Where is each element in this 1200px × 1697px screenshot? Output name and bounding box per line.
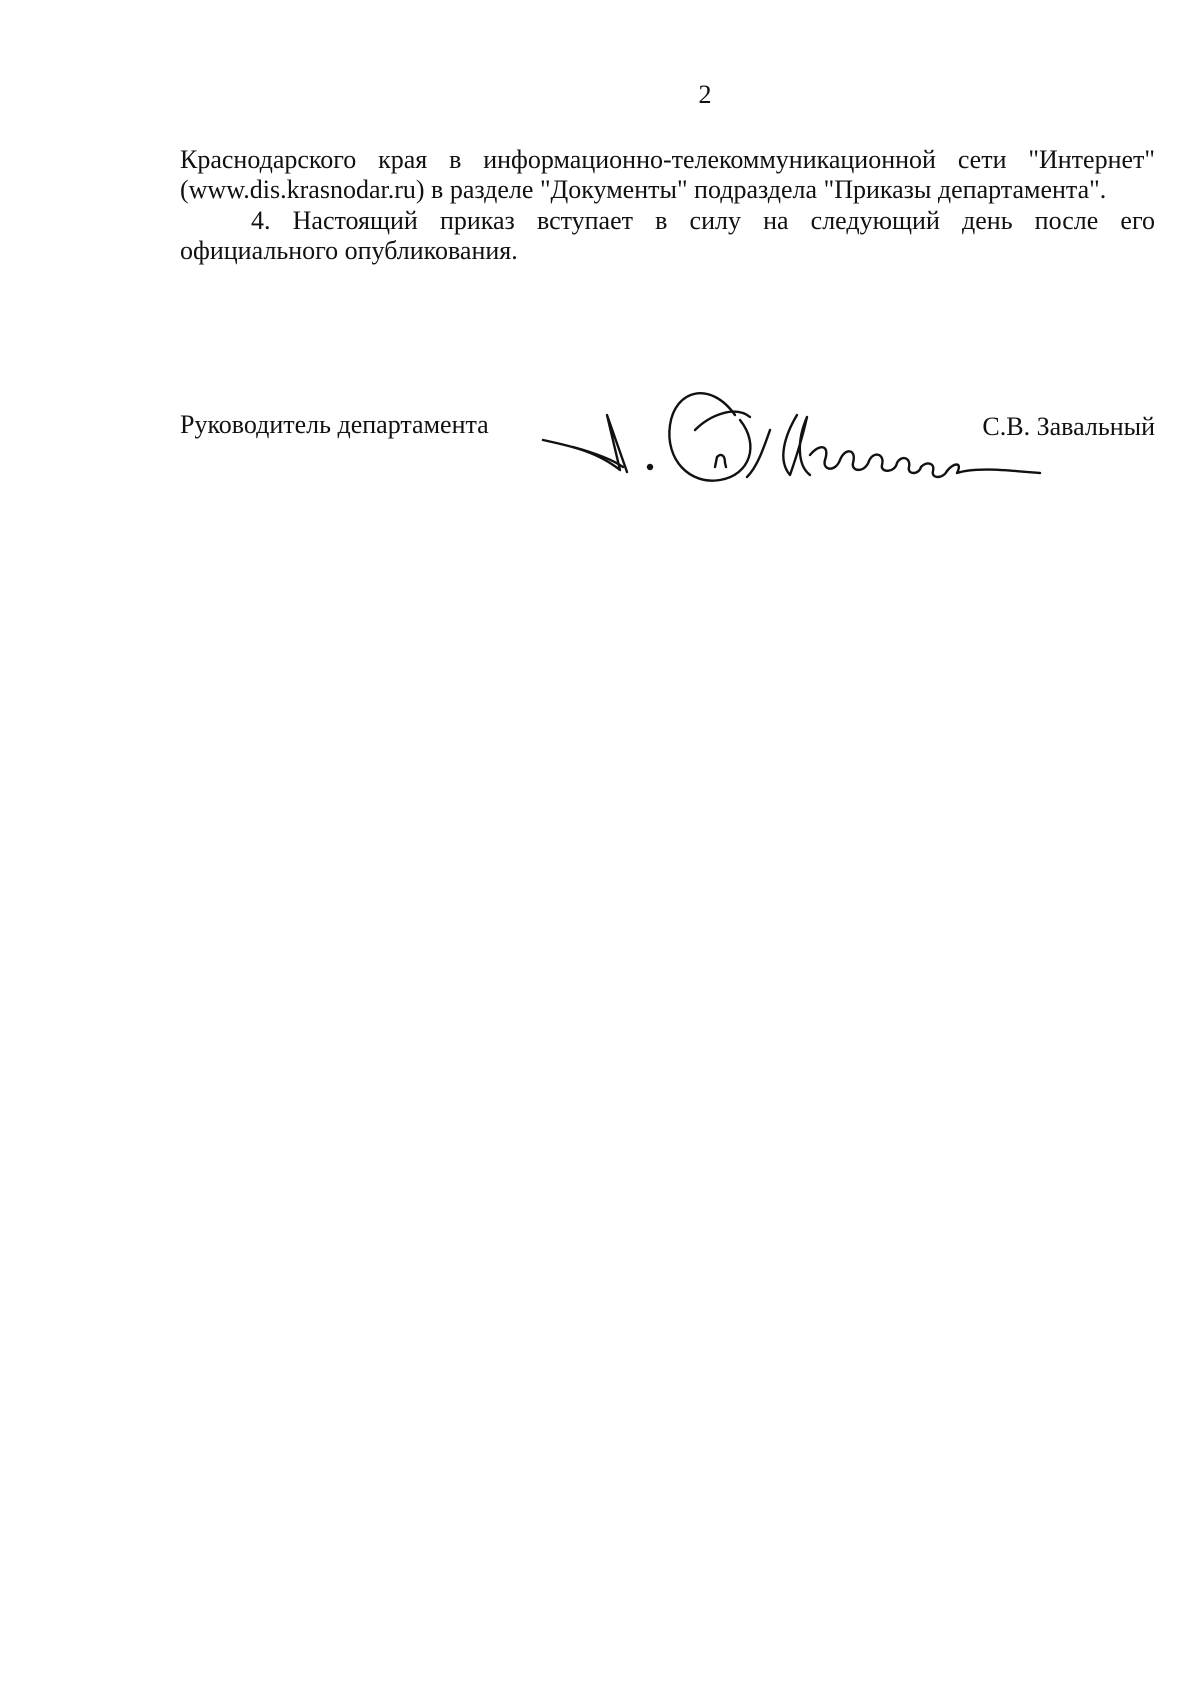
- document-body: [180, 145, 1155, 266]
- paragraph-continuation: Краснодарского края в информационно-телекоммуникационной сети "Интернет" (www.dis.krasnodar.ru) в разделе "Документы" подраздела "Приказы департамента".: [180, 145, 1155, 204]
- handwritten-signature-icon: [535, 375, 1045, 505]
- page-number: 2: [698, 80, 712, 109]
- paragraph-item-4: 4. Настоящий приказ вступает в силу на следующий день после его официального опубликования.: [180, 206, 1155, 265]
- signatory-position: Руководитель департамента: [180, 410, 489, 439]
- signatory-name: С.В. Завальный: [982, 412, 1155, 441]
